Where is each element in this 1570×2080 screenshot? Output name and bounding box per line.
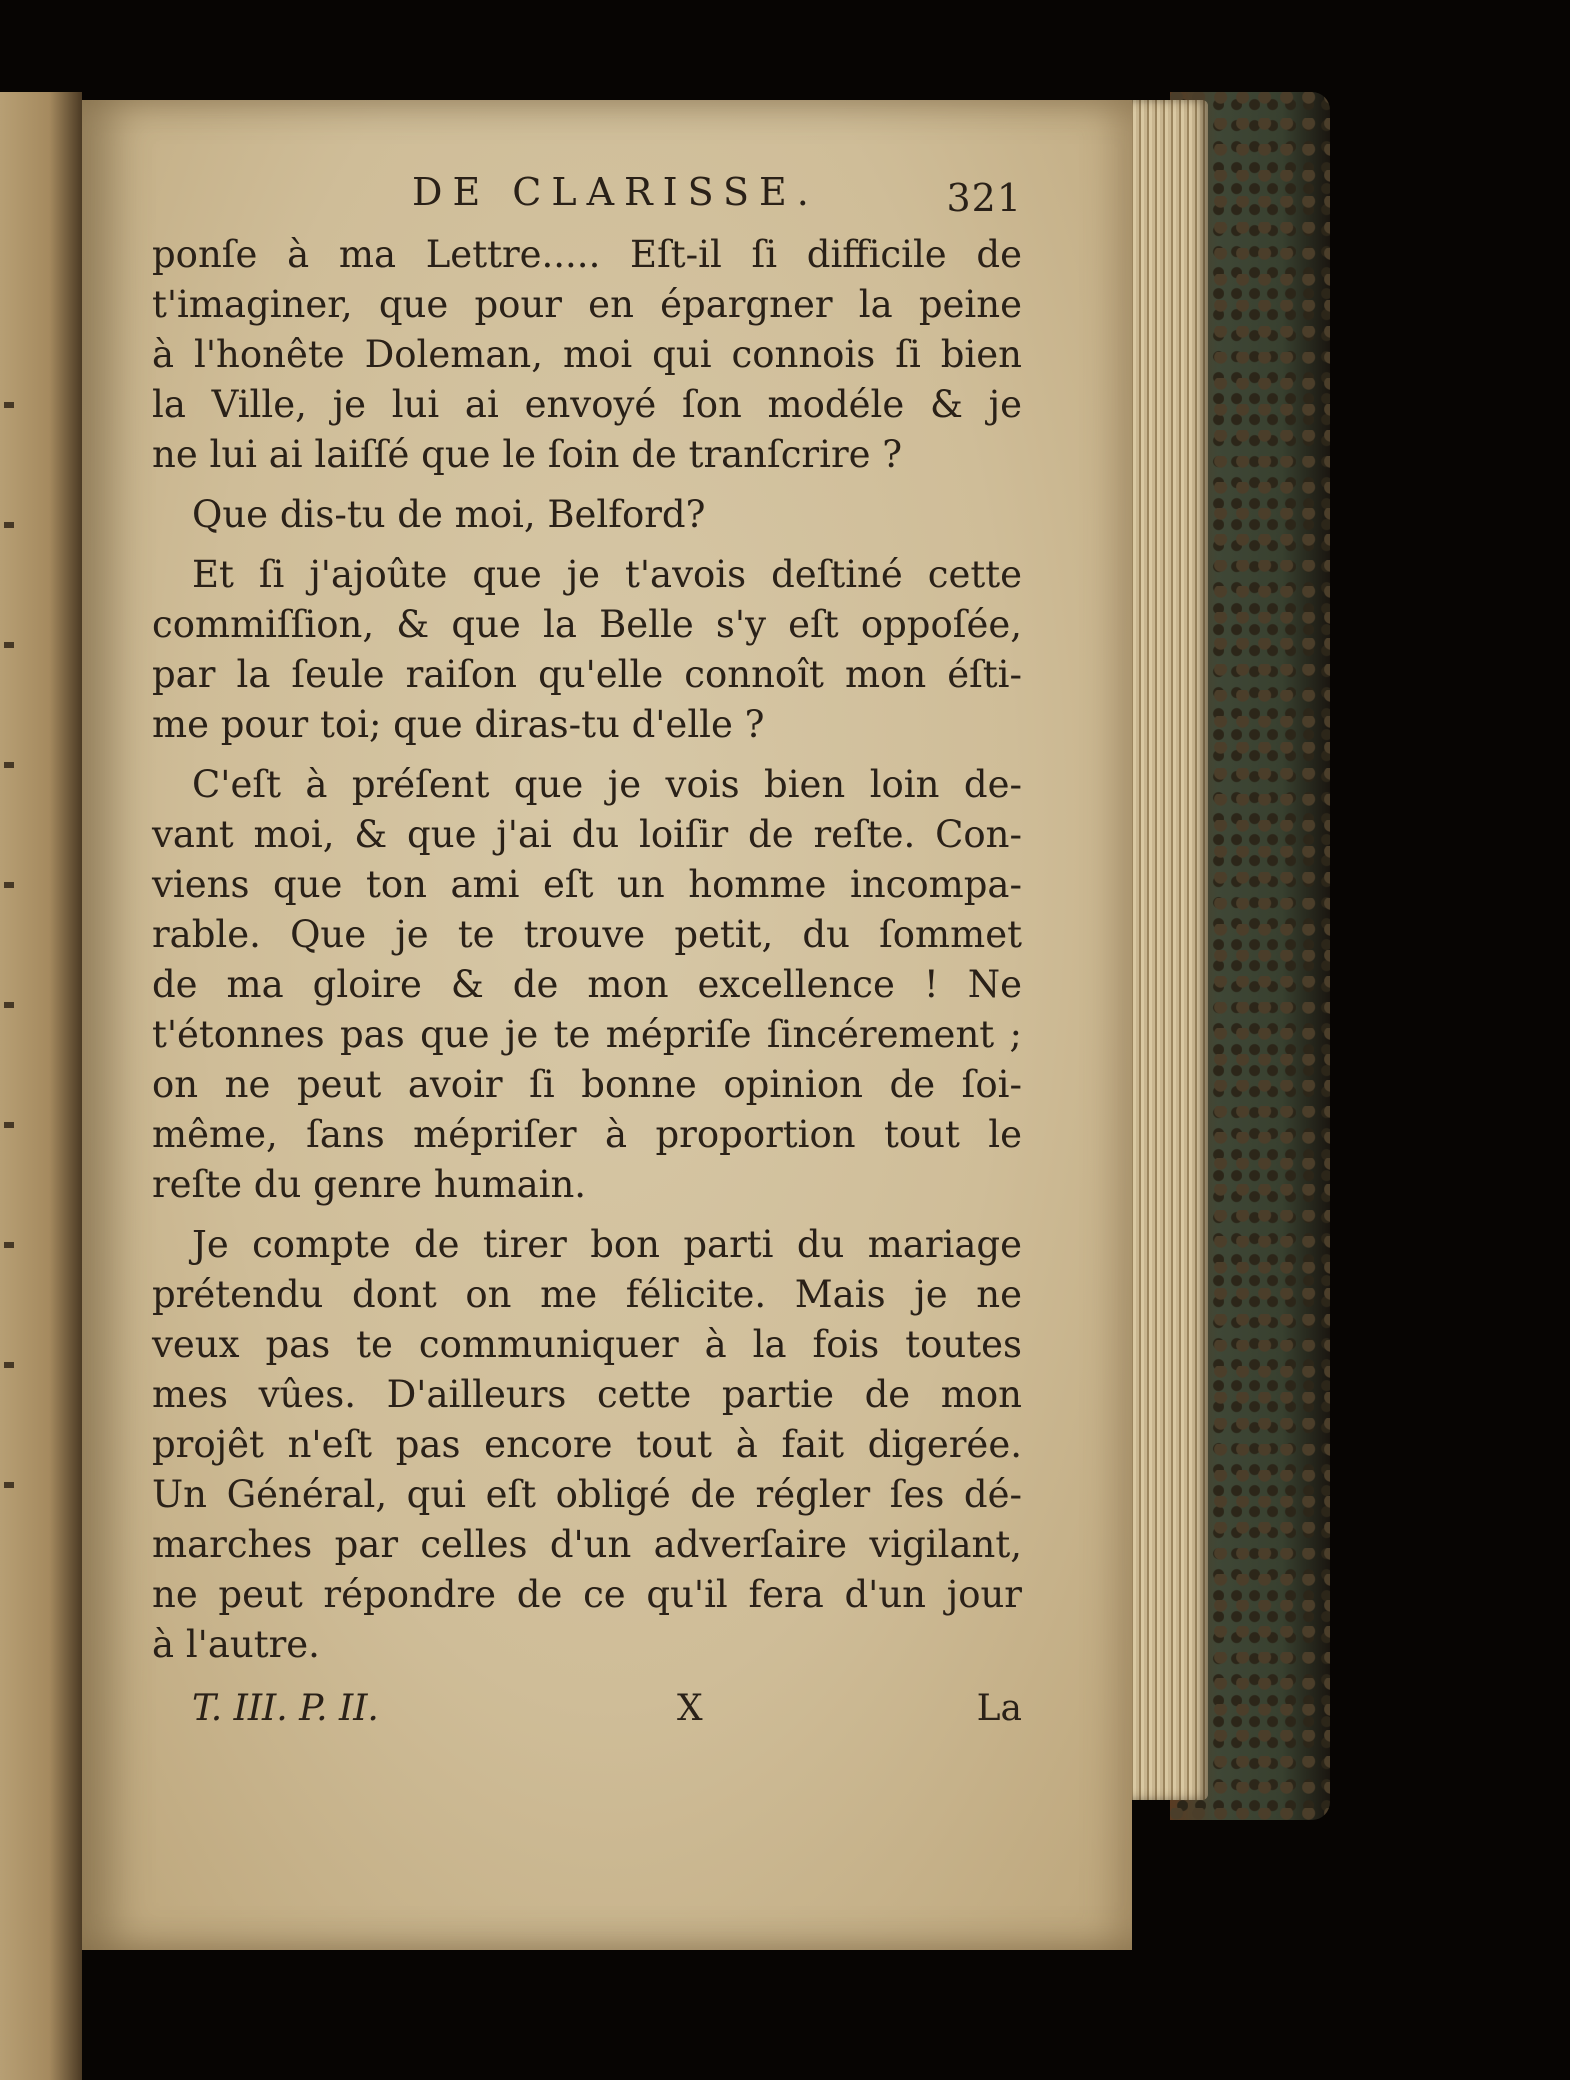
text-line: la Ville, je lui ai envoyé ſon modéle & je bbox=[152, 383, 1022, 426]
text-line: me pour toi; que diras-tu d'elle ? bbox=[152, 703, 765, 746]
catchword: La bbox=[976, 1688, 1022, 1729]
signature-label: T. III. P. II. bbox=[192, 1688, 379, 1729]
text-line: vant moi, & que j'ai du loiſir de reſte. Con- bbox=[152, 813, 1022, 856]
text-line: de ma gloire & de mon excellence ! Ne bbox=[152, 963, 1022, 1006]
page-content bbox=[152, 170, 1022, 1748]
text-line: Je compte de tirer bon parti du mariage bbox=[192, 1223, 1022, 1266]
text-line: Un Général, qui eſt obligé de régler ſes dé- bbox=[152, 1473, 1022, 1516]
left-page-text-fragments bbox=[4, 342, 14, 1542]
book-page bbox=[82, 100, 1132, 1950]
text-line: rable. Que je te trouve petit, du ſommet bbox=[152, 913, 1022, 956]
text-line: mes vûes. D'ailleurs cette partie de mon bbox=[152, 1373, 1022, 1416]
text-line: on ne peut avoir ſi bonne opinion de ſoi- bbox=[152, 1063, 1022, 1106]
page-footer bbox=[152, 1688, 1022, 1748]
text-line: Que dis-tu de moi, Belford? bbox=[192, 493, 706, 536]
text-line: par la ſeule raiſon qu'elle connoît mon éſti- bbox=[152, 653, 1022, 696]
page-number: 321 bbox=[946, 176, 1022, 220]
left-page-edge bbox=[0, 92, 82, 2080]
text-line: commiſſion, & que la Belle s'y eſt oppoſée, bbox=[152, 603, 1022, 646]
text-line: t'étonnes pas que je te mépriſe ſincérement ; bbox=[152, 1013, 1022, 1056]
text-line: reſte du genre humain. bbox=[152, 1163, 587, 1206]
text-line: Et ſi j'ajoûte que je t'avois deſtiné cette bbox=[192, 553, 1022, 596]
signature-mark: X bbox=[677, 1688, 703, 1729]
text-line: même, ſans mépriſer à proportion tout le bbox=[152, 1113, 1022, 1156]
text-line: viens que ton ami eſt un homme incompa- bbox=[152, 863, 1022, 906]
text-line: marches par celles d'un adverſaire vigilant, bbox=[152, 1523, 1022, 1566]
running-title: DE CLARISSE. bbox=[412, 170, 819, 214]
text-line: t'imaginer, que pour en épargner la peine bbox=[152, 283, 1022, 326]
text-line: projêt n'eſt pas encore tout à fait digerée. bbox=[152, 1423, 1022, 1466]
text-line: C'eſt à préſent que je vois bien loin de- bbox=[192, 763, 1022, 806]
text-line: à l'autre. bbox=[152, 1623, 320, 1666]
text-line: veux pas te communiquer à la fois toutes bbox=[152, 1323, 1022, 1366]
page-header bbox=[152, 170, 1022, 230]
text-line: ne peut répondre de ce qu'il fera d'un jour bbox=[152, 1573, 1022, 1616]
text-line: ponſe à ma Lettre..... Eſt-il ſi difficile de bbox=[152, 233, 1022, 276]
text-line: ne lui ai laiſſé que le ſoin de tranſcrire ? bbox=[152, 433, 903, 476]
page-edges bbox=[1120, 100, 1208, 1800]
text-line: à l'honête Doleman, moi qui connois ſi bien bbox=[152, 333, 1022, 376]
text-line: prétendu dont on me félicite. Mais je ne bbox=[152, 1273, 1022, 1316]
